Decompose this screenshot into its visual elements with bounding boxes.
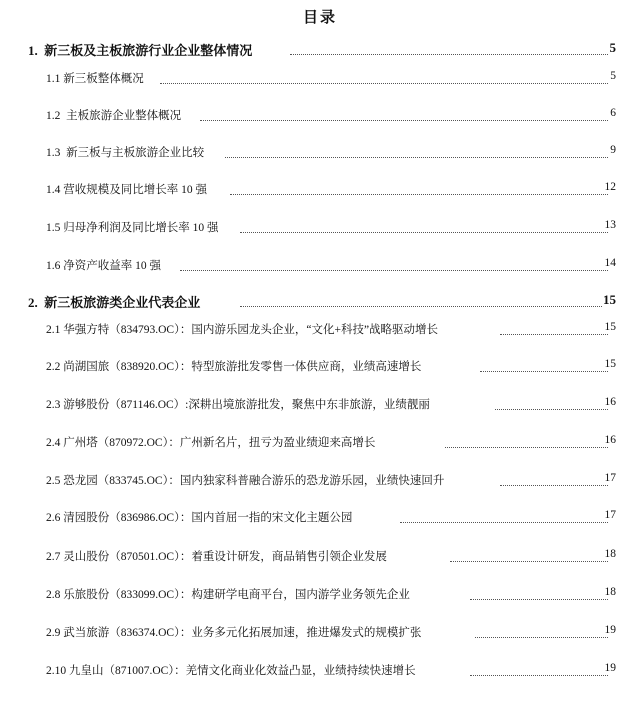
toc-item-2-3[interactable] [0, 396, 640, 416]
toc-page-number: 14 [604, 257, 616, 269]
toc-item-2-7[interactable] [0, 548, 640, 568]
toc-item-label: 1.1 新三板整体概况 [46, 70, 146, 86]
dot-leader [240, 232, 608, 233]
toc-page-number: 18 [604, 548, 616, 560]
toc-item-1-6[interactable] [0, 257, 640, 277]
toc-page-number: 5 [610, 70, 616, 82]
dot-leader [500, 485, 608, 486]
dot-leader [480, 371, 608, 372]
toc-item-label: 2.9 武当旅游（836374.OC）：业务多元化拓展加速，推进爆发式的规模扩张 [46, 624, 423, 640]
toc-item-1-5[interactable] [0, 219, 640, 239]
toc-item-label: 1.2 主板旅游企业整体概况 [46, 107, 183, 123]
toc-title: 目录 [302, 10, 337, 26]
toc-item-label: 2.1 华强方特（834793.OC）：国内游乐园龙头企业，“文化+科技”战略驱动增长 [46, 321, 440, 337]
toc-page-number: 15 [603, 292, 616, 307]
dot-leader [290, 54, 608, 55]
dot-leader [445, 447, 608, 448]
toc-page-number: 16 [604, 434, 616, 446]
toc-page-number: 6 [610, 107, 616, 119]
toc-item-1-1[interactable] [0, 70, 640, 90]
toc-item-label: 2.5 恐龙园（833745.OC）：国内独家科普融合游乐的恐龙游乐园，业绩快速回升 [46, 472, 446, 488]
toc-item-1-3[interactable] [0, 144, 640, 164]
toc-item-2-6[interactable] [0, 509, 640, 529]
toc-page-number: 16 [604, 396, 616, 408]
toc-page-number: 19 [604, 662, 616, 674]
toc-item-label: 2.6 清园股份（836986.OC）：国内首屈一指的宋文化主题公园 [46, 509, 354, 525]
toc-page-number: 13 [604, 219, 616, 231]
toc-item-2-5[interactable] [0, 472, 640, 492]
dot-leader [450, 561, 608, 562]
dot-leader [475, 637, 608, 638]
dot-leader [495, 409, 608, 410]
toc-item-2-8[interactable] [0, 586, 640, 606]
toc-item-2-9[interactable] [0, 624, 640, 644]
toc-item-label: 2.8 乐旅股份（833099.OC）：构建研学电商平台，国内游学业务领先企业 [46, 586, 412, 602]
dot-leader [230, 194, 608, 195]
dot-leader [470, 599, 608, 600]
toc-item-label: 1.3 新三板与主板旅游企业比较 [46, 144, 206, 160]
toc-page-number: 9 [610, 144, 616, 156]
toc-page-number: 5 [609, 40, 616, 55]
toc-section-label: 1. 新三板及主板旅游行业企业整体情况 [28, 40, 254, 59]
toc-page-number: 18 [604, 586, 616, 598]
toc-page-number: 19 [604, 624, 616, 636]
toc-item-label: 1.4 营收规模及同比增长率 10 强 [46, 181, 209, 197]
toc-item-label: 2.2 尚湖国旅（838920.OC）：特型旅游批发零售一体供应商，业绩高速增长 [46, 358, 423, 374]
toc-item-2-4[interactable] [0, 434, 640, 454]
toc-item-1-4[interactable] [0, 181, 640, 201]
dot-leader [240, 306, 608, 307]
toc-page-number: 15 [604, 321, 616, 333]
toc-section-1[interactable] [0, 40, 640, 60]
dot-leader [180, 270, 608, 271]
toc-page-number: 15 [604, 358, 616, 370]
toc-item-label: 2.7 灵山股份（870501.OC）：着重设计研发，商品销售引领企业发展 [46, 548, 389, 564]
toc-page-number: 12 [604, 181, 616, 193]
toc-item-label: 2.4 广州塔（870972.OC）：广州新名片，扭亏为盈业绩迎来高增长 [46, 434, 377, 450]
dot-leader [225, 157, 608, 158]
toc-item-2-1[interactable] [0, 321, 640, 341]
dot-leader [470, 675, 608, 676]
toc-item-2-10[interactable] [0, 662, 640, 682]
dot-leader [200, 120, 608, 121]
toc-section-2[interactable] [0, 292, 640, 312]
dot-leader [400, 522, 608, 523]
toc-item-label: 2.3 游够股份（871146.OC）:深耕出境旅游批发，聚焦中东非旅游，业绩靓丽 [46, 396, 432, 412]
toc-page-number: 17 [604, 472, 616, 484]
toc-item-1-2[interactable] [0, 107, 640, 127]
toc-item-label: 1.6 净资产收益率 10 强 [46, 257, 163, 273]
toc-item-label: 1.5 归母净利润及同比增长率 10 强 [46, 219, 221, 235]
toc-section-label: 2. 新三板旅游类企业代表企业 [28, 292, 202, 311]
dot-leader [500, 334, 608, 335]
toc-item-label: 2.10 九皇山（871007.OC）：羌情文化商业化效益凸显，业绩持续快速增长 [46, 662, 418, 678]
toc-item-2-2[interactable] [0, 358, 640, 378]
toc-page-number: 17 [604, 509, 616, 521]
dot-leader [160, 83, 608, 84]
